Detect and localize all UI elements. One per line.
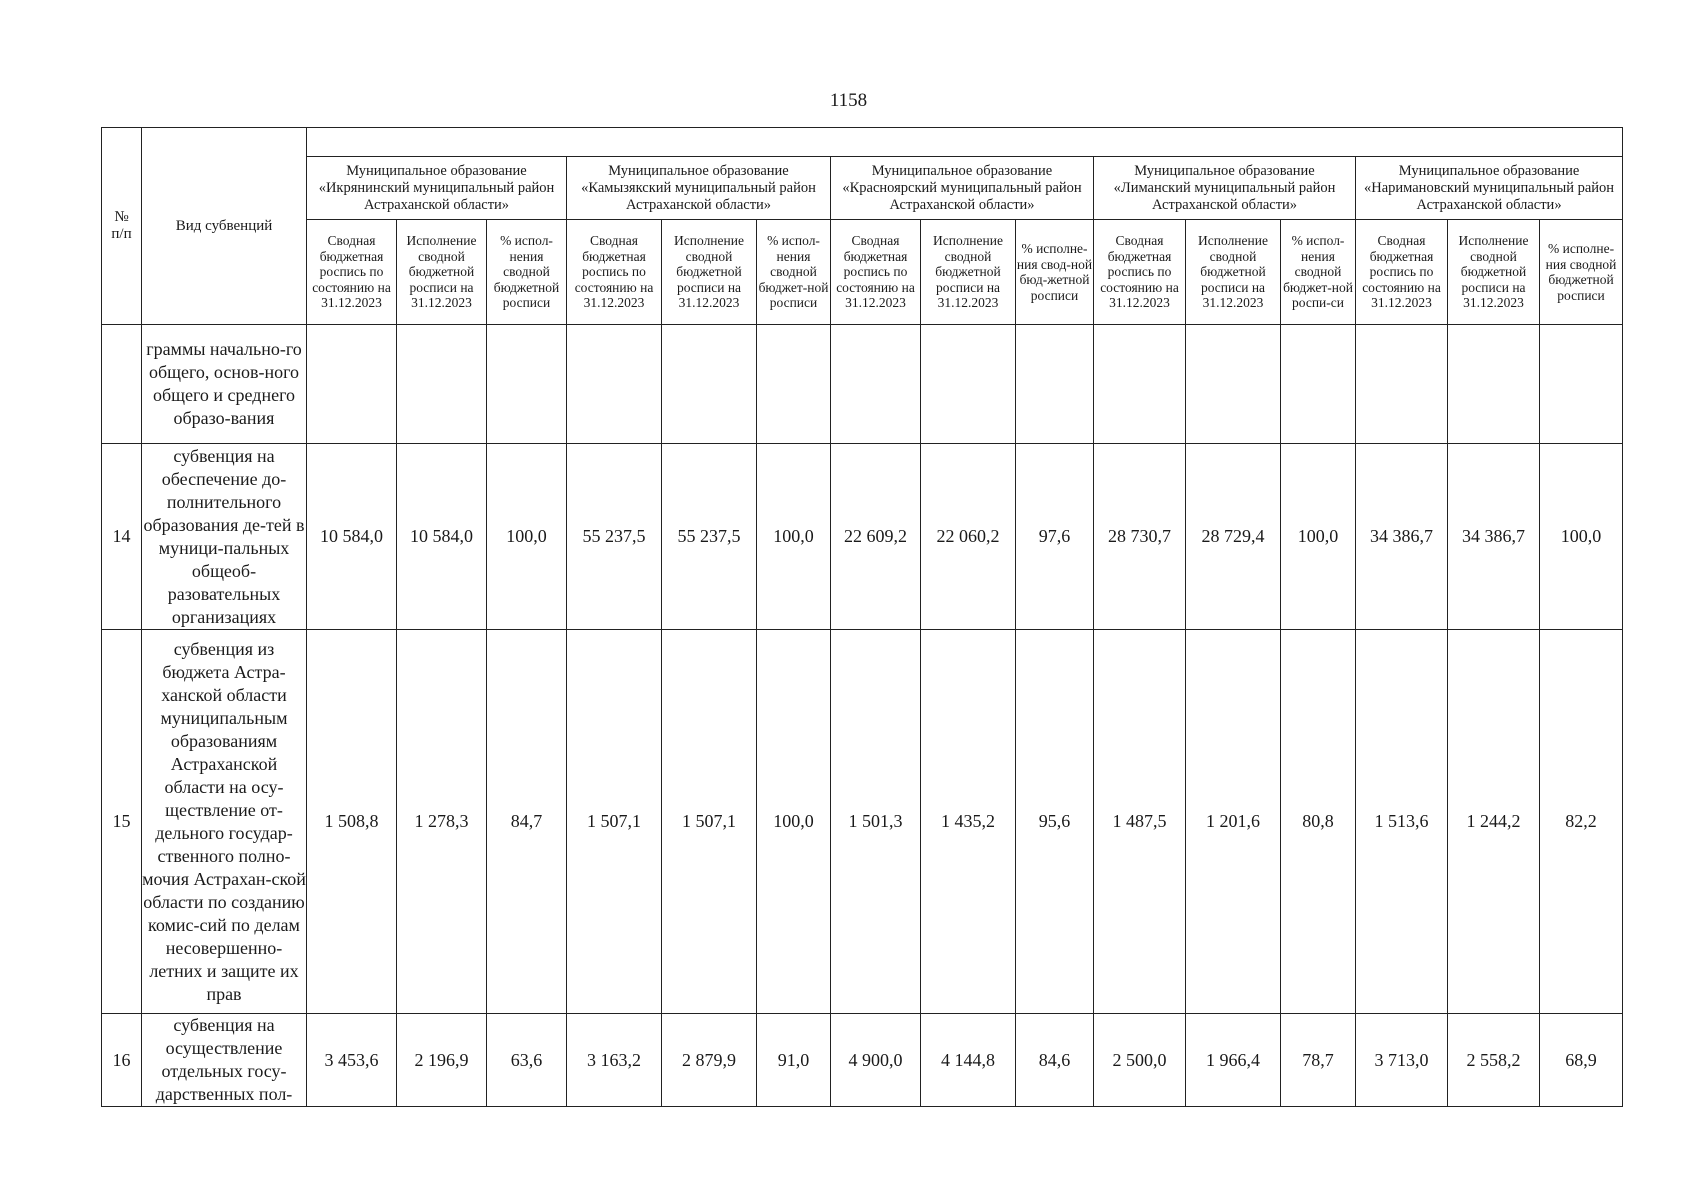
value-cell-execution: 1 244,2 [1448,630,1540,1014]
subheader-plan: Сводная бюджетная роспись по состоянию на 31.12.2023 [831,220,921,325]
subheader-percent: % испол-нения сводной бюджетной росписи [487,220,567,325]
value-cell-percent: 100,0 [1281,444,1356,630]
value-cell-execution: 1 278,3 [397,630,487,1014]
subheader-percent: % исполне-ния сводной бюджетной росписи [1540,220,1623,325]
subvention-type-cell: граммы начально-го общего, основ-ного общего и среднего образо-вания [142,325,307,444]
header-blank-row [102,128,1623,157]
value-cell-execution [1448,325,1540,444]
row-number-cell: 16 [102,1014,142,1107]
value-cell-execution: 10 584,0 [397,444,487,630]
municipality-header-limansky: Муниципальное образование «Лиманский муниципальный район Астраханской области» [1094,157,1356,220]
row-number-cell [102,325,142,444]
value-cell-percent [1540,325,1623,444]
value-cell-plan [307,325,397,444]
value-cell-percent: 63,6 [487,1014,567,1107]
subvention-type-cell: субвенция на осуществление отдельных госу-дарственных пол- [142,1014,307,1107]
table-body [102,325,1623,1107]
value-cell-plan [1356,325,1448,444]
value-cell-plan: 10 584,0 [307,444,397,630]
value-cell-plan: 1 508,8 [307,630,397,1014]
budget-execution-table [101,127,1623,1107]
subcolumn-header-row [102,220,1623,325]
municipality-header-narimanovsky: Муниципальное образование «Наримановский муниципальный район Астраханской области» [1356,157,1623,220]
table-row [102,1014,1623,1107]
value-cell-percent: 100,0 [487,444,567,630]
value-cell-execution: 34 386,7 [1448,444,1540,630]
value-cell-plan [831,325,921,444]
value-cell-execution: 55 237,5 [662,444,757,630]
value-cell-percent: 78,7 [1281,1014,1356,1107]
table-row [102,630,1623,1014]
value-cell-percent: 95,6 [1016,630,1094,1014]
value-cell-plan: 1 507,1 [567,630,662,1014]
value-cell-percent: 68,9 [1540,1014,1623,1107]
value-cell-execution: 1 966,4 [1186,1014,1281,1107]
value-cell-execution: 1 435,2 [921,630,1016,1014]
page-number: 1158 [829,90,868,111]
value-cell-execution: 4 144,8 [921,1014,1016,1107]
column-header-number [102,128,142,325]
value-cell-plan: 3 163,2 [567,1014,662,1107]
value-cell-percent [1281,325,1356,444]
value-cell-percent: 100,0 [1540,444,1623,630]
value-cell-percent: 97,6 [1016,444,1094,630]
municipality-header-krasnoyarsky: Муниципальное образование «Красноярский муниципальный район Астраханской области» [831,157,1094,220]
value-cell-execution [921,325,1016,444]
value-cell-execution: 1 507,1 [662,630,757,1014]
subvention-type-cell: субвенция на обеспечение до-полнительного образования де-тей в муници-пальных общеоб-разовательных организациях [142,444,307,630]
value-cell-execution: 2 879,9 [662,1014,757,1107]
subheader-execution: Исполнение сводной бюджетной росписи на 31.12.2023 [1448,220,1540,325]
value-cell-execution [1186,325,1281,444]
value-cell-plan [1094,325,1186,444]
value-cell-percent: 80,8 [1281,630,1356,1014]
value-cell-execution [662,325,757,444]
row-number-cell: 14 [102,444,142,630]
subheader-plan: Сводная бюджетная роспись по состоянию на 31.12.2023 [1356,220,1448,325]
subheader-plan: Сводная бюджетная роспись по состоянию на 31.12.2023 [567,220,662,325]
value-cell-execution: 2 196,9 [397,1014,487,1107]
value-cell-plan: 1 501,3 [831,630,921,1014]
value-cell-plan: 3 713,0 [1356,1014,1448,1107]
value-cell-percent: 84,6 [1016,1014,1094,1107]
subheader-plan: Сводная бюджетная роспись по состоянию на 31.12.2023 [1094,220,1186,325]
subheader-plan: Сводная бюджетная роспись по состоянию на 31.12.2023 [307,220,397,325]
column-header-subvention-type-text: Вид субвенций [175,217,273,234]
value-cell-plan: 1 487,5 [1094,630,1186,1014]
value-cell-percent: 91,0 [757,1014,831,1107]
value-cell-percent: 100,0 [757,630,831,1014]
subheader-execution: Исполнение сводной бюджетной росписи на 31.12.2023 [662,220,757,325]
value-cell-execution: 1 201,6 [1186,630,1281,1014]
value-cell-plan: 34 386,7 [1356,444,1448,630]
subheader-percent: % исполне-ния свод-ной бюд-жетной росписи [1016,220,1094,325]
municipality-header-kamyzyaksky: Муниципальное образование «Камызякский муниципальный район Астраханской области» [567,157,831,220]
value-cell-percent [757,325,831,444]
municipality-header-row [102,157,1623,220]
subheader-percent: % испол-нения сводной бюджет-ной роспи-си [1281,220,1356,325]
value-cell-plan: 4 900,0 [831,1014,921,1107]
value-cell-plan: 3 453,6 [307,1014,397,1107]
value-cell-plan: 55 237,5 [567,444,662,630]
value-cell-execution: 22 060,2 [921,444,1016,630]
value-cell-percent [1016,325,1094,444]
table-row [102,325,1623,444]
value-cell-execution: 28 729,4 [1186,444,1281,630]
value-cell-percent: 82,2 [1540,630,1623,1014]
value-cell-execution: 2 558,2 [1448,1014,1540,1107]
value-cell-execution [397,325,487,444]
value-cell-plan [567,325,662,444]
value-cell-percent: 100,0 [757,444,831,630]
value-cell-plan: 2 500,0 [1094,1014,1186,1107]
value-cell-plan: 28 730,7 [1094,444,1186,630]
subheader-execution: Исполнение сводной бюджетной росписи на 31.12.2023 [1186,220,1281,325]
value-cell-plan: 22 609,2 [831,444,921,630]
subheader-execution: Исполнение сводной бюджетной росписи на 31.12.2023 [921,220,1016,325]
column-header-subvention-type [142,128,307,325]
value-cell-plan: 1 513,6 [1356,630,1448,1014]
subheader-execution: Исполнение сводной бюджетной росписи на 31.12.2023 [397,220,487,325]
value-cell-percent: 84,7 [487,630,567,1014]
header-spacer-cell [307,128,1623,157]
row-number-cell: 15 [102,630,142,1014]
subvention-type-cell: субвенция из бюджета Астра-ханской области муниципальным образованиям Астраханской области на осу-ществление от-дельного государ-ственного полно-мочия Астрахан-ской области по созданию комис-сий по делам несовершенно-летних и защите их прав [142,630,307,1014]
column-header-number-text: № п/п [111,209,132,242]
subheader-percent: % испол-нения сводной бюджет-ной росписи [757,220,831,325]
municipality-header-ikryaninsky: Муниципальное образование «Икрянинский муниципальный район Астраханской области» [307,157,567,220]
value-cell-percent [487,325,567,444]
table-row [102,444,1623,630]
